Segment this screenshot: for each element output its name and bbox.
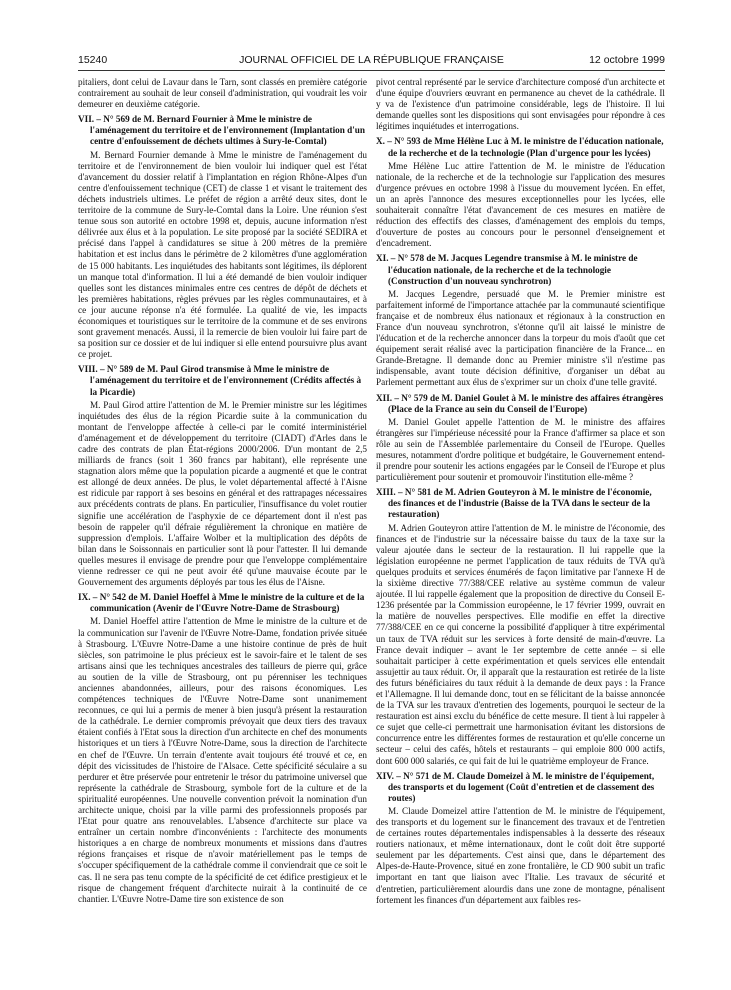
- paragraph: pitaliers, dont celui de Lavaur dans le Tarn, sont classés en première catégorie contrairement au souhait de leur conseil d'administration, qui voudrait les voir demeurer en deuxième catégorie.: [78, 77, 367, 110]
- journal-title: JOURNAL OFFICIEL DE LA RÉPUBLIQUE FRANÇAISE: [239, 54, 504, 66]
- paragraph: M. Claude Domeizel attire l'attention de M. le ministre de l'équipement, des transports et du logement sur le financement des travaux et de l'entretien de certaines routes départementales indispensables à la desserte des réseaux routiers nationaux, et même internationaux, dont le coût doit être supporté seulement par les départements. C'est ainsi que, dans le département des Alpes-de-Haute-Provence, situé en zone frontalière, le CD 900 subit un trafic important en tant que liaison avec l'Italie. Les travaux de sécurité et d'entretien, particulièrement alourdis dans une zone de montagne, pénalisent fortement les finances d'un département aux faibles res-: [376, 805, 665, 905]
- paragraph: M. Adrien Gouteyron attire l'attention de M. le ministre de l'économie, des finances et de l'industrie sur la nécessaire baisse du taux de la taxe sur la valeur ajoutée dans le secteur de la restauration. Il lui rappelle que la législation européenne ne permet l'application de taux réduits de TVA qu'à quelques produits et services énumérés de façon limitative par l'annexe H de la sixième directive 77/388/CEE relative au système commun de valeur ajoutée. Il lui rappelle également que la proposition de directive du Conseil E-1236 présentée par la Commission européenne, le 17 février 1999, ouvrait en la matière de nouvelles perspectives. Elle modifie en effet la directive 77/388/CEE en ce qui concerne la possibilité d'appliquer à titre expérimental un taux de TVA réduit sur les services à forte densité de main-d'œuvre. La France devait indiquer – avant le 1er septembre de cette année – si elle souhaitait participer à cette expérimentation et quels services elle entendait assujettir au taux réduit. Or, il apparaît que la restauration est retirée de la liste des futurs bénéficiaires du taux réduit à la demande de deux pays : la France et l'Allemagne. Il lui demande donc, tout en se félicitant de la baisse annoncée de la TVA sur les travaux d'entretien des logements, pourquoi le secteur de la restauration est ainsi exclu du bénéfice de cette mesure. Il tient à lui rappeler à ce sujet que celle-ci permettrait une harmonisation évitant les distorsions de concurrence entre les différentes formes de restauration et qu'elle concerne un secteur – celui des cafés, hôtels et restaurants – qui emploie 800 000 actifs, dont 600 000 salariés, ce qui fait de lui le quatrième employeur de France.: [376, 522, 665, 766]
- paragraph: Mme Hélène Luc attire l'attention de M. le ministre de l'éducation nationale, de la recherche et de la technologie sur l'application des mesures d'urgence prévues en octobre 1998 à l'issue du mouvement lycéen. En effet, un an après l'annonce des mesures exceptionnelles pour les lycées, elle souhaiterait connaître l'état d'avancement de ces mesures en matière de réduction des effectifs des classes, d'aménagement des emplois du temps, d'ouverture de postes au concours pour le personnel d'enseignement et d'encadrement.: [376, 160, 665, 249]
- right-column: [376, 77, 665, 985]
- page-number: 15240: [78, 54, 108, 66]
- paragraph: pivot central représenté par le service d'architecture composé d'un architecte et d'une équipe d'ouvriers œuvrant en permanence au chevet de la cathédrale. Il y va de l'existence d'un patrimoine considérable, legs de l'histoire. Il lui demande quelles sont les dispositions qui sont envisagées pour répondre à ces légitimes inquiétudes et interrogations.: [376, 77, 665, 132]
- paragraph: M. Paul Girod attire l'attention de M. le Premier ministre sur les légitimes inquiétudes des élus de la région Picardie suite à la communication du montant de l'enveloppe affectée à celle-ci par le comité interministériel d'aménagement et de développement du territoire (CIADT) d'Arles dans le cadre des contrats de plan État-régions 2000/2006. D'un montant de 2,5 milliards de francs (soit 1 360 francs par habitant), elle représente une stagnation alors même que la population picarde a augmenté et que le contrat est allongé de deux années. De plus, le volet départemental affecté à l'Aisne est ridicule par rapport à ses besoins en général et des rattrapages nécessaires aux précédents contrats de plans. En particulier, l'insuffisance du volet routier signifie une accélération de l'asphyxie de ce département dont il n'est pas besoin de rappeler qu'il défraie régulièrement la chronique en matière de suppression d'emplois. L'affaire Wolber et la multiplication des dépôts de bilan dans le Soissonnais en particulier sont là pour l'attester. Il lui demande quelles mesures il envisage de prendre pour que l'enveloppe complémentaire vienne redresser ce qui ne peut avoir été qu'une mauvaise écoute par le Gouvernement des arguments déployés par tous les élus de l'Aisne.: [78, 399, 367, 588]
- question-heading: VIII. – N° 589 de M. Paul Girod transmise à Mme le ministre de l'aménagement du territoire et de l'environnement (Crédits affectés à la Picardie): [78, 364, 362, 397]
- question-heading: XII. – N° 579 de M. Daniel Goulet à M. le ministre des affaires étrangères (Place de la France au sein du Conseil de l'Europe): [376, 392, 664, 414]
- paragraph: M. Daniel Hoeffel attire l'attention de Mme le ministre de la culture et de la communication sur l'avenir de l'Œuvre Notre-Dame, fondation privée située à Strasbourg. L'Œuvre Notre-Dame a une histoire continue de près de huit siècles, son patrimoine le plus précieux est le savoir-faire et le talent de ses artisans ainsi que les techniques ancestrales des tailleurs de pierre qui, grâce au soutien de la ville de Strasbourg, ont pu pérenniser les techniques anciennes abandonnées, ailleurs, pour des raisons économiques. Les compétences techniques de l'Œuvre Notre-Dame sont unanimement reconnues, ce qui lui a permis de mener à bien jusqu'à présent la restauration de la cathédrale. Le dernier compromis prévoyait que deux tiers des travaux étaient confiés à l'Etat sous la direction d'un architecte en chef des monuments historiques et un tiers à l'Œuvre Notre-Dame, sous la direction de l'architecte en chef de l'Œuvre. Un terrain d'entente avait toujours été trouvé et ce, en dépit des vicissitudes de l'histoire de l'Alsace. Cette spécificité séculaire a su perdurer et être préservée pour entretenir le trésor du patrimoine universel que représente la cathédrale de Strasbourg, symbole fort de la culture et de la spiritualité européennes. Une nouvelle convention prévoit la nomination d'un architecte unique, choisi par la ville parmi des professionnels proposés par l'Etat pour quatre ans renouvelables. L'absence d'architecte sur place va entraîner un certain nombre d'inconvénients : l'architecte des monuments historiques a en charge de nombreux monuments et missions dans d'autres régions françaises et risque de n'avoir matériellement pas le temps de s'occuper spécifiquement de la cathédrale comme il conviendrait que ce soit le cas. Il ne sera pas tenu compte de la spécificité de cet édifice prestigieux et le risque de changement fréquent d'architecte nuirait à la continuité de ce chantier. L'Œuvre Notre-Dame tire son existence de son: [78, 616, 367, 904]
- question-heading: XI. – N° 578 de M. Jacques Legendre transmise à M. le ministre de l'éducation nationale, de la recherche et de la technologie (Construction d'un nouveau synchrotron): [376, 253, 638, 286]
- question-heading: XIV. – N° 571 de M. Claude Domeizel à M. le ministre de l'équipement, des transports et du logement (Coût d'entretien et de classement des routes): [376, 770, 655, 803]
- question-heading: X. – N° 593 de Mme Hélène Luc à M. le ministre de l'éducation nationale, de la recherche et de la technologie (Plan d'urgence pour les lycées): [376, 136, 664, 158]
- question-heading: XIII. – N° 581 de M. Adrien Gouteyron à M. le ministre de l'économie, des finances et de l'industrie (Baisse de la TVA dans le secteur de la restauration): [376, 487, 652, 520]
- question-heading: VII. – N° 569 de M. Bernard Fournier à Mme le ministre de l'aménagement du territoire et de l'environnement (Implantation d'un centre d'enfouissement de déchets ultimes à Sury-le-Comtal): [78, 114, 366, 147]
- paragraph: M. Bernard Fournier demande à Mme le ministre de l'aménagement du territoire et de l'environnement de bien vouloir lui indiquer quel est l'état d'avancement du dossier relatif à l'implantation en région Rhône-Alpes d'un centre d'enfouissement technique (CET) de classe 1 et visant le traitement des déchets industriels ultimes. Le préfet de région a arrêté deux sites, dont le territoire de la commune de Sury-le-Comtal dans la Loire. Une réunion s'est tenue sous son autorité en octobre 1998 et, depuis, aucune information n'est délivrée aux élus et à la population. Le site proposé par la société SEDIRA et précisé dans l'appel à candidatures se situe à 200 mètres de la première habitation et est inclus dans le périmètre de 2 kilomètres d'une agglomération de 15 000 habitants. Les inquiétudes des habitants sont légitimes, ils déplorent un manque total d'information. Il lui a été demandé de bien vouloir indiquer quelles sont les distances minimales entre ces centres de dépôt de déchets et les premières habitations, règles prévues par les règles communautaires, et à ce jour aucune réponse n'a été formulée. La qualité de vie, les impacts économiques et touristiques sur le territoire de la commune et de ses environs sont gravement menacés. Aussi, il la remercie de bien vouloir lui faire part de sa position sur ce dossier et de lui indiquer si elle entend poursuivre plus avant ce projet.: [78, 149, 367, 360]
- header-rule: [78, 70, 665, 71]
- paragraph: M. Jacques Legendre, persuadé que M. le Premier ministre est parfaitement informé de l'importance attachée par la communauté scientifique française et de nombreux élus nationaux et régionaux à la construction en France d'un nouveau synchrotron, s'étonne qu'il ait laissé le ministre de l'éducation et de la recherche annoncer dans la torpeur du mois d'août que cet équipement serait réalisé avec la participation financière de la France... en Grande-Bretagne. Il demande donc au Premier ministre s'il n'estime pas indispensable, avant toute décision définitive, d'organiser un débat au Parlement permettant aux élus de s'exprimer sur un choix d'une telle gravité.: [376, 288, 665, 388]
- left-column: [78, 77, 367, 985]
- page-header: [78, 48, 665, 70]
- question-heading: IX. – N° 542 de M. Daniel Hoeffel à Mme le ministre de la culture et de la communication (Avenir de l'Œuvre Notre-Dame de Strasbourg): [78, 592, 365, 614]
- issue-date: 12 octobre 1999: [589, 54, 665, 66]
- paragraph: M. Daniel Goulet appelle l'attention de M. le ministre des affaires étrangères sur l'impérieuse nécessité pour la France d'affirmer sa place et son rôle au sein de l'Assemblée parlementaire du Conseil de l'Europe. Quelles mesures, notamment d'ordre politique et budgétaire, le Gouvernement entend-il prendre pour soutenir les actions engagées par le Conseil de l'Europe et plus particulièrement pour soutenir et promouvoir l'institution elle-même ?: [376, 416, 665, 483]
